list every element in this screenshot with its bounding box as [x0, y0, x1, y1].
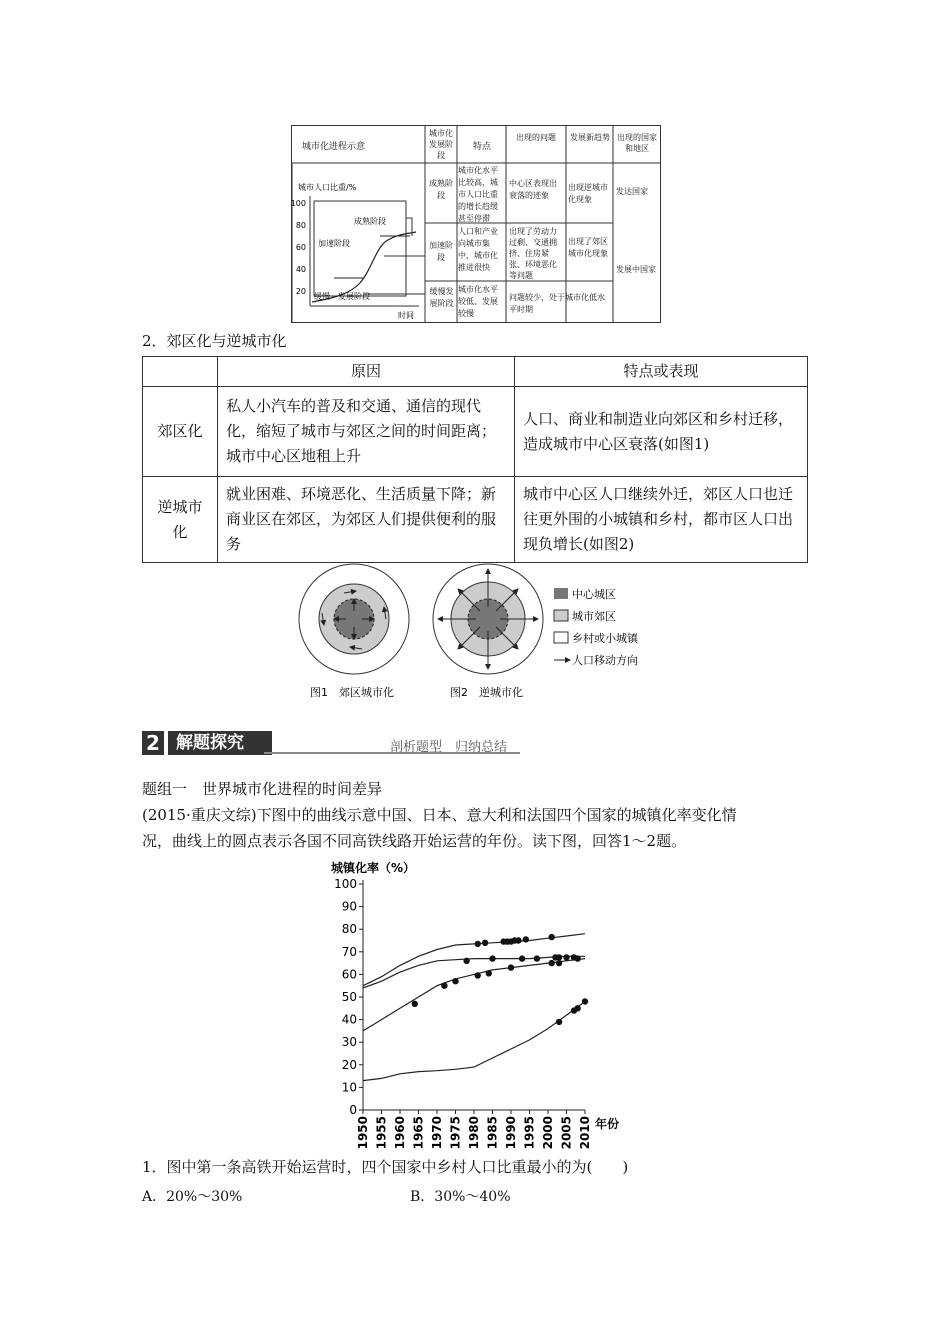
- empty-header-cell: [143, 357, 218, 387]
- section-title: 解题探究: [168, 731, 272, 755]
- stage-mature: 成熟阶段: [429, 179, 453, 200]
- feature-accel: 人口和产业向城市集中，城市化推进很快: [458, 227, 498, 272]
- fig2-counterurbanization: [433, 564, 543, 674]
- header-problem: 出现的问题: [516, 133, 556, 142]
- y-tick-label: 50: [341, 990, 357, 1004]
- x-tick-label: 1975: [448, 1116, 463, 1150]
- hsr-start-point: [549, 960, 555, 966]
- legend-movement: 人口移动方向: [572, 654, 638, 667]
- y-tick-label: 30: [341, 1035, 357, 1050]
- y-tick-label: 90: [341, 899, 357, 914]
- legend-swatch-rural: [554, 632, 568, 643]
- s-ytick: 100: [290, 199, 306, 208]
- problem-slow: 问题较少，处于城市化低水平时期: [509, 293, 605, 314]
- hsr-start-point: [574, 955, 580, 961]
- option-b[interactable]: B．30%～40%: [410, 1189, 511, 1205]
- series-line-3: [363, 959, 585, 1031]
- stage-accel: 加速阶段: [429, 241, 453, 262]
- option-a[interactable]: A．20%～30%: [142, 1189, 243, 1205]
- section-number-badge: 2: [142, 731, 164, 755]
- x-tick-label: 1955: [374, 1116, 389, 1150]
- x-tick-label: 1985: [485, 1116, 500, 1150]
- fig1-suburbanization: [299, 564, 409, 674]
- hsr-start-point: [549, 934, 555, 940]
- s-curve-ylabel: 城市人口比重/%: [298, 183, 357, 192]
- intro-line-1: (2015·重庆文综)下图中的曲线示意中国、日本、意大利和法国四个国家的城镇化率变化情: [142, 806, 737, 824]
- urbanization-s-curve: [290, 166, 424, 320]
- region-developing: 发展中国家: [616, 265, 656, 274]
- feature-slow: 城市化水平较低、发展较慢: [458, 285, 498, 318]
- x-tick-label: 1995: [522, 1116, 537, 1150]
- s-label-develop: 发展阶段: [338, 292, 370, 301]
- s-ytick: 60: [295, 243, 306, 252]
- stage-slow: 缓慢发展阶段: [429, 287, 454, 308]
- feature-suburbanization: 人口、商业和制造业向郊区和乡村迁移，造成城市中心区衰落(如图1): [515, 387, 808, 477]
- suburbanization-table: [142, 356, 808, 563]
- section-heading: 2．郊区化与逆城市化: [142, 332, 287, 350]
- header-reason: 原因: [218, 357, 515, 387]
- hsr-start-point: [475, 972, 481, 978]
- hsr-start-point: [508, 964, 514, 970]
- y-tick-label: 80: [341, 922, 357, 937]
- x-tick-label: 1960: [393, 1116, 407, 1150]
- series-line-1: [363, 934, 585, 986]
- s-label-accel: 加速阶段: [318, 239, 350, 248]
- hsr-start-point: [452, 978, 458, 984]
- urbanization-stage-table: [291, 125, 661, 323]
- y-tick-label: 100: [334, 877, 357, 891]
- hsr-start-point: [519, 955, 525, 961]
- header-process: 城市化进程示意: [302, 142, 366, 152]
- x-tick-label: 2010: [578, 1116, 592, 1150]
- problem-mature: 中心区表现出衰落的迹象: [509, 179, 557, 200]
- x-tick-label: 1990: [504, 1116, 518, 1150]
- x-tick-label: 2005: [559, 1116, 574, 1150]
- urbanization-diagrams: [298, 563, 662, 703]
- header-feature: 特点或表现: [515, 357, 808, 387]
- fig1-caption: 图1 郊区城市化: [310, 686, 394, 699]
- header-stage: 城市化发展阶段: [429, 129, 453, 160]
- y-tick-label: 40: [341, 1012, 357, 1027]
- feature-counterurbanization: 城市中心区人口继续外迁，郊区人口也迁往更外围的小城镇和乡村，都市区人口出现负增长(如图2): [515, 477, 808, 563]
- chart-ylabel: 城镇化率（%）: [331, 861, 416, 875]
- trend-mature: 出现逆城市化现象: [568, 183, 608, 204]
- x-tick-label: 1980: [467, 1116, 481, 1150]
- chart-xlabel: 年份: [595, 1117, 620, 1131]
- x-tick-label: 1965: [411, 1116, 426, 1150]
- legend-swatch-center: [554, 588, 568, 599]
- hsr-start-point: [441, 983, 447, 989]
- hsr-start-point: [463, 958, 469, 964]
- reason-suburbanization: 私人小汽车的普及和交通、通信的现代化，缩短了城市与郊区之间的时间距离；城市中心区地租上升: [218, 387, 515, 477]
- row-name-suburbanization: 郊区化: [143, 387, 218, 477]
- row-name-counterurbanization: 逆城市化: [143, 477, 218, 563]
- s-ytick: 80: [295, 221, 306, 230]
- hsr-start-point: [556, 960, 562, 966]
- s-label-mature: 成熟阶段: [354, 217, 386, 226]
- y-tick-label: 10: [341, 1080, 357, 1095]
- s-ytick: 20: [295, 287, 306, 296]
- s-ytick: 40: [295, 265, 306, 274]
- hsr-start-point: [482, 940, 488, 946]
- group-heading: 题组一 世界城市化进程的时间差异: [142, 780, 383, 798]
- urbanization-rate-chart: [325, 858, 635, 1148]
- region-developed: 发达国家: [616, 187, 648, 196]
- feature-mature: 城市化水平比较高，城市人口比重的增长趋缓甚至停滞: [458, 166, 498, 223]
- y-tick-label: 70: [341, 944, 357, 959]
- hsr-start-point: [486, 970, 492, 976]
- y-tick-label: 60: [341, 967, 357, 982]
- question-1: 1．图中第一条高铁开始运营时，四个国家中乡村人口比重最小的为( ): [142, 1158, 629, 1176]
- header-trend: 发展新趋势: [570, 133, 610, 142]
- hsr-start-point: [563, 954, 569, 960]
- problem-accel: 出现了劳动力过剩、交通拥挤、住房紧张、环境恶化等问题: [509, 227, 557, 280]
- hsr-start-point: [412, 1001, 418, 1007]
- y-tick-label: 20: [341, 1057, 357, 1072]
- x-tick-label: 2000: [541, 1116, 555, 1150]
- diagram-legend: [554, 587, 639, 667]
- hsr-start-point: [489, 955, 495, 961]
- reason-counterurbanization: 就业困难、环境恶化、生活质量下降；新商业区在郊区，为郊区人们提供便利的服务: [218, 477, 515, 563]
- hsr-start-point: [574, 1005, 580, 1011]
- s-label-slow: 缓慢: [314, 292, 330, 301]
- trend-accel: 出现了郊区城市化现象: [568, 237, 608, 258]
- intro-line-2: 况，曲线上的圆点表示各国不同高铁线路开始运营的年份。读下图，回答1～2题。: [142, 832, 687, 850]
- hsr-start-point: [582, 998, 588, 1004]
- section-subtitle: 剖析题型 归纳总结: [390, 740, 508, 755]
- y-tick-label: 0: [349, 1103, 357, 1117]
- x-tick-label: 1970: [430, 1116, 444, 1150]
- fig2-caption: 图2 逆城市化: [450, 686, 523, 699]
- legend-rural: 乡村或小城镇: [572, 632, 638, 645]
- series-line-4: [363, 1002, 585, 1081]
- header-feature: 特点: [472, 142, 491, 152]
- legend-swatch-suburb: [554, 610, 568, 621]
- header-region: 出现的国家和地区: [617, 133, 657, 153]
- x-tick-label: 1950: [356, 1116, 370, 1150]
- legend-suburb: 城市郊区: [572, 610, 616, 623]
- hsr-start-point: [534, 955, 540, 961]
- s-curve-xlabel: 时间: [398, 311, 414, 320]
- hsr-start-point: [475, 941, 481, 947]
- hsr-start-point: [556, 954, 562, 960]
- hsr-start-point: [523, 936, 529, 942]
- hsr-start-point: [556, 1019, 562, 1025]
- hsr-start-point: [515, 937, 521, 943]
- legend-center: 中心城区: [572, 588, 616, 601]
